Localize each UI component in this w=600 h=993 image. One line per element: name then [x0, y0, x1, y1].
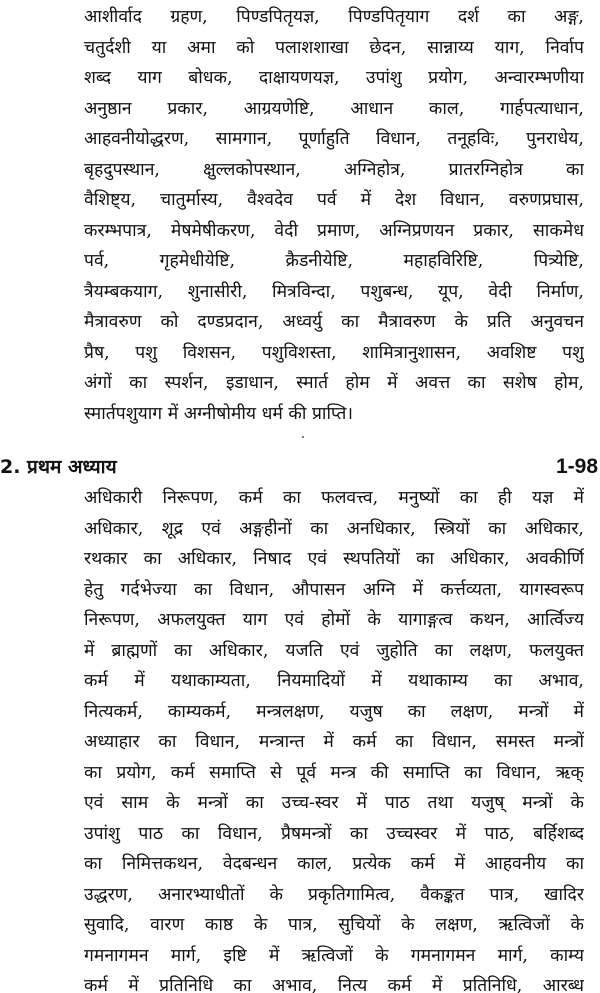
text-line: मैत्रावरुण को दण्डप्रदान, अध्वर्यु का मैत्रावरुण के प्रति अनुवचन — [84, 312, 584, 332]
text-line: का निमित्तकथन, वेदबन्धन काल, प्रत्येक कर्म में आहवनीय का — [84, 854, 584, 874]
text-line: अनुष्ठान प्रकार, आग्रयणेष्टि, आधान काल, गार्हपत्याधान, — [84, 98, 584, 119]
text-line: का प्रयोग, कर्म समाप्ति से पूर्व मन्त्र की समाप्ति का विधान, ऋक् — [84, 762, 584, 783]
section-heading-row — [0, 451, 600, 483]
text-line: स्मार्तपशुयाग में अग्नीषोमीय धर्म की प्राप्ति। — [84, 403, 353, 424]
text-line: बृहदुपस्थान, क्षुल्लकोपस्थान, अग्निहोत्र, प्रातरग्निहोत्र का — [84, 159, 584, 180]
text-line: आहवनीयोद्धरण, सामगान, पूर्णाहुति विधान, तनूहविः, पुनराधेय, — [84, 129, 584, 149]
text-line: नित्यकर्म, काम्यकर्म, मन्त्रलक्षण, यजुष का लक्षण, मन्त्रों में — [84, 701, 584, 722]
section-page-number: 1-98 — [555, 455, 598, 478]
bottom-paragraph — [84, 483, 584, 993]
text-line: हेतु गर्दभेज्या का विधान, औपासन अग्नि में कर्त्तव्यता, यागस्वरूप — [84, 579, 584, 600]
text-line: एवं साम के मन्त्रों का उच्च-स्वर में पाठ तथा यजुष् मन्त्रों के — [84, 793, 584, 813]
text-line: गमनागमन मार्ग, इष्टि में ऋत्विजों के गमनागमन मार्ग, काम्य — [84, 945, 584, 966]
text-line: में ब्राह्मणों का अधिकार, यजति एवं जुहोति का लक्षण, फलयुक्त — [84, 640, 584, 661]
text-line: उपांशु पाठ का विधान, प्रैषमन्त्रों का उच्चस्वर में पाठ, बर्हिशब्द — [84, 823, 584, 844]
text-line: अधिकार, शूद्र एवं अङ्गहीनों का अनधिकार, स्त्रियों का अधिकार, — [84, 518, 584, 539]
text-line: उद्धरण, अनारभ्याधीतों के प्रकृतिगामित्व, वैकङ्कत पात्र, खादिर — [84, 884, 584, 905]
text-line: चतुर्दशी या अमा को पलाशशाखा छेदन, सान्नाय्य याग, निर्वाप — [84, 37, 584, 58]
top-paragraph — [84, 2, 584, 429]
text-line: त्रैयम्बकयाग, शुनासीरी, मित्रविन्दा, पशुबन्ध, यूप, वेदी निर्माण, — [84, 281, 584, 302]
section-heading: 2. प्रथम अध्याय — [0, 456, 117, 478]
text-line: प्रैष, पशु विशसन, पशुविशस्ता, शामित्रानुशासन, अवशिष्ट पशु — [84, 342, 584, 363]
text-line: वैशिष्ट्य, चातुर्मास्य, वैश्वदेव पर्व में देश विधान, वरुणप्रघास, — [84, 190, 584, 210]
text-line: अध्याहार का विधान, मन्त्रान्त में कर्म का विधान, समस्त मन्त्रों — [84, 732, 584, 752]
text-line: निरूपण, अफलयुक्त याग एवं होमों के यागाङ्गत्व कथन, आर्त्विज्य — [84, 610, 584, 630]
text-line: अधिकारी निरूपण, कर्म का फलवत्त्व, मनुष्यों का ही यज्ञ में — [84, 488, 584, 508]
text-line: शब्द याग बोधक, दाक्षायणयज्ञ, उपांशु प्रयोग, अन्वारम्भणीया — [84, 68, 584, 88]
text-line: पर्व, गृहमेधीयेष्टि, क्रैडनीयेष्टि, महाहविरिष्टि, पित्र्येष्टि, — [84, 251, 584, 271]
text-line: कर्म में प्रतिनिधि का अभाव, नित्य कर्म में प्रतिनिधि, आरब्ध — [84, 976, 584, 993]
text-line: कर्म में यथाकाम्यता, नियमादियों में यथाकाम्य का अभाव, — [84, 671, 584, 691]
text-line: रथकार का अधिकार, निषाद एवं स्थपतियों का अधिकार, अवकीर्णि — [84, 549, 584, 569]
text-line: सुवादि, वारण काष्ठ के पात्र, सुचियों के लक्षण, ऋत्विजों के — [84, 915, 584, 935]
text-line: करम्भपात्र, मेषमेषीकरण, वेदी प्रमाण, अग्निप्रणयन प्रकार, साकमेध — [84, 220, 584, 241]
text-line: अंगों का स्पर्शन, इडाधान, स्मार्त होम में अवत्त का सशेष होम, — [84, 373, 584, 393]
text-line: आशीर्वाद ग्रहण, पिण्डपितृयज्ञ, पिण्डपितृयाग दर्श का अङ्ग, — [84, 7, 584, 27]
stray-mark — [302, 436, 304, 438]
